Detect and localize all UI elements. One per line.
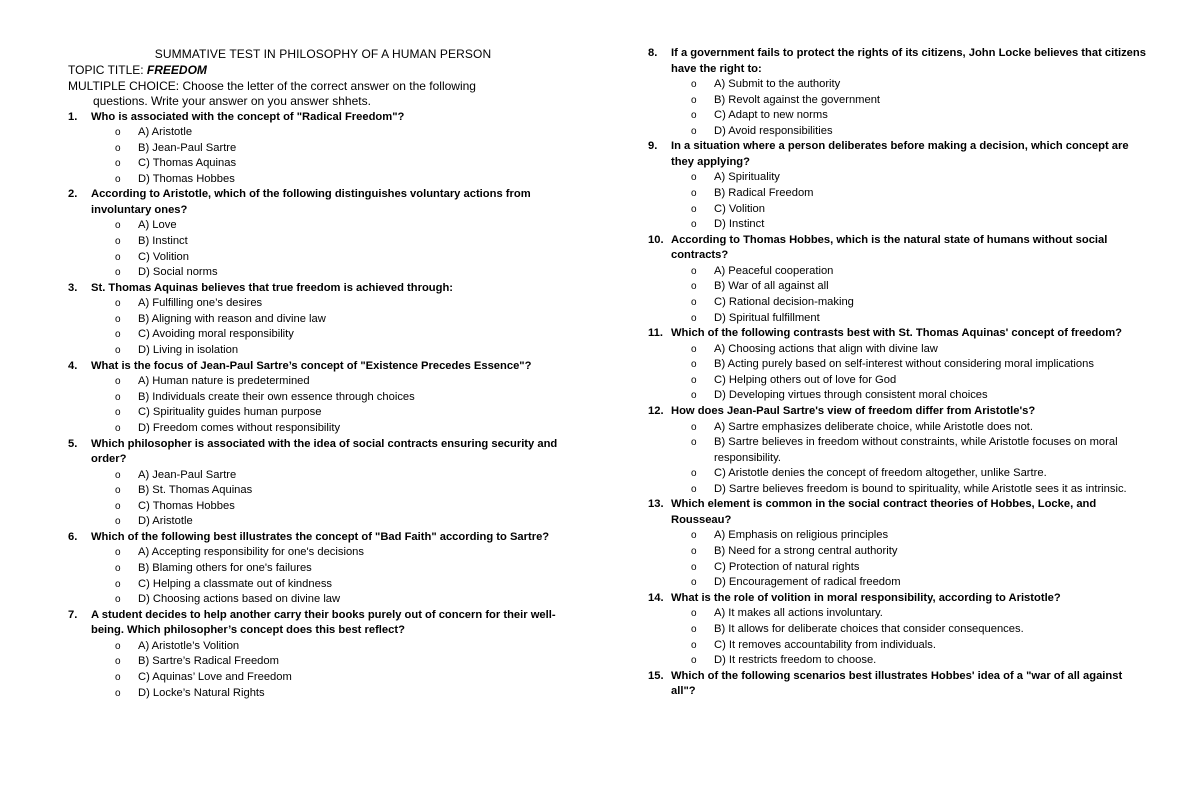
question-number: 8.: [648, 47, 658, 59]
bullet-icon: o: [691, 561, 697, 573]
answer-option: [648, 108, 1148, 124]
answer-option: [648, 622, 1148, 638]
answer-option: [68, 312, 578, 328]
bullet-icon: o: [691, 390, 697, 402]
question-number: 1.: [68, 110, 78, 123]
answer-option: [68, 561, 578, 577]
question-text: What is the focus of Jean-Paul Sartre’s concept of "Existence Precedes Essence"?: [91, 359, 532, 372]
question-number: 3.: [68, 281, 78, 294]
bullet-icon: o: [691, 655, 697, 667]
option-text: A) Choosing actions that align with divine law: [714, 342, 938, 355]
option-text: B) War of all against all: [714, 280, 829, 293]
option-text: C) Thomas Aquinas: [138, 157, 237, 170]
option-text: A) Spirituality: [714, 171, 780, 184]
question-stem: [648, 497, 1148, 528]
answer-option: [68, 327, 578, 343]
answer-option: [648, 482, 1148, 498]
option-text: B) Jean-Paul Sartre: [138, 141, 237, 154]
option-text: D) Encouragement of radical freedom: [714, 576, 901, 589]
option-text: C) Helping a classmate out of kindness: [138, 577, 333, 590]
bullet-icon: o: [115, 329, 121, 341]
bullet-icon: o: [691, 172, 697, 184]
bullet-icon: o: [691, 110, 697, 122]
bullet-icon: o: [115, 267, 121, 279]
option-text: C) Helping others out of love for God: [714, 373, 897, 386]
bullet-icon: o: [691, 203, 697, 215]
topic-label: TOPIC TITLE:: [68, 63, 147, 77]
bullet-icon: o: [115, 313, 121, 325]
question-12: [648, 404, 1148, 497]
question-number: 6.: [68, 530, 78, 543]
option-text: B) Sartre believes in freedom without constraints, while Aristotle focuses on moral responsibility.: [714, 436, 1118, 464]
question-text: A student decides to help another carry their books purely out of concern for their well-being. Which philosopher’s concept does this best reflect?: [91, 608, 556, 637]
question-stem: [648, 233, 1148, 264]
answer-option: [648, 279, 1148, 295]
question-2: [68, 187, 578, 280]
left-column: [68, 46, 578, 701]
answer-option: [648, 420, 1148, 436]
question-stem: [68, 608, 578, 639]
answer-option: [648, 264, 1148, 280]
question-8: [648, 46, 1148, 139]
answer-option: [648, 295, 1148, 311]
question-text: According to Aristotle, which of the following distinguishes voluntary actions from involuntary ones?: [91, 188, 531, 216]
bullet-icon: o: [691, 219, 697, 231]
question-text: Who is associated with the concept of "Radical Freedom"?: [91, 110, 405, 123]
answer-option: [648, 357, 1148, 373]
option-text: A) Human nature is predetermined: [138, 375, 310, 388]
option-text: C) It removes accountability from individuals.: [714, 638, 936, 651]
question-number: 5.: [68, 437, 78, 450]
option-text: B) Aligning with reason and divine law: [138, 312, 326, 325]
bullet-icon: o: [115, 656, 121, 668]
answer-option: [68, 468, 578, 484]
answer-option: [68, 234, 578, 250]
option-text: C) Aristotle denies the concept of freedom altogether, unlike Sartre.: [714, 467, 1047, 480]
bullet-icon: o: [115, 407, 121, 419]
option-text: D) Locke’s Natural Rights: [138, 686, 265, 699]
answer-option: [648, 373, 1148, 389]
option-text: B) St. Thomas Aquinas: [138, 484, 253, 497]
bullet-icon: o: [115, 345, 121, 357]
right-column: [648, 46, 1148, 700]
answer-option: [68, 421, 578, 437]
answer-option: [68, 156, 578, 172]
answer-option: [648, 170, 1148, 186]
answer-option: [68, 374, 578, 390]
answer-option: [648, 217, 1148, 233]
question-list-right: [648, 46, 1148, 700]
question-number: 13.: [648, 498, 664, 511]
answer-option: [68, 670, 578, 686]
option-text: B) It allows for deliberate choices that consider consequences.: [714, 622, 1024, 635]
question-4: [68, 359, 578, 437]
bullet-icon: o: [115, 562, 121, 574]
bullet-icon: o: [115, 687, 121, 699]
answer-option: [648, 466, 1148, 482]
option-text: B) Instinct: [138, 234, 188, 247]
question-text: How does Jean-Paul Sartre's view of freedom differ from Aristotle's?: [671, 405, 1036, 417]
answer-option: [68, 265, 578, 281]
bullet-icon: o: [691, 79, 697, 90]
answer-option: [648, 342, 1148, 358]
bullet-icon: o: [691, 468, 697, 480]
bullet-icon: o: [691, 577, 697, 589]
option-text: C) Adapt to new norms: [714, 109, 828, 122]
question-text: What is the role of volition in moral responsibility, according to Aristotle?: [671, 591, 1061, 604]
answer-option: [68, 483, 578, 499]
option-text: A) Love: [138, 219, 177, 232]
option-text: A) Fulfilling one’s desires: [138, 297, 263, 310]
option-text: D) Thomas Hobbes: [138, 172, 235, 185]
option-text: C) Aquinas’ Love and Freedom: [138, 670, 292, 683]
bullet-icon: o: [691, 281, 697, 293]
question-number: 2.: [68, 188, 78, 201]
bullet-icon: o: [115, 220, 121, 232]
option-text: D) Freedom comes without responsibility: [138, 421, 341, 434]
option-text: A) Accepting responsibility for one's decisions: [138, 546, 364, 559]
bullet-icon: o: [691, 483, 697, 495]
option-text: C) Avoiding moral responsibility: [138, 328, 294, 341]
question-13: [648, 497, 1148, 590]
question-number: 15.: [648, 669, 664, 682]
question-stem: [68, 110, 578, 126]
answer-option: [68, 639, 578, 655]
instructions-line-2: questions. Write your answer on you answer shhets.: [93, 94, 371, 108]
bullet-icon: o: [691, 125, 697, 137]
question-stem: [648, 326, 1148, 342]
question-stem: [68, 281, 578, 297]
answer-option: [68, 545, 578, 561]
answer-option: [68, 390, 578, 406]
bullet-icon: o: [115, 142, 121, 154]
option-text: C) Spirituality guides human purpose: [138, 406, 322, 419]
option-text: C) Volition: [138, 250, 189, 263]
bullet-icon: o: [115, 500, 121, 512]
bullet-icon: o: [691, 312, 697, 324]
answer-option: [648, 388, 1148, 404]
option-text: B) Acting purely based on self-interest without considering moral implications: [714, 358, 1094, 371]
answer-option: [648, 575, 1148, 591]
bullet-icon: o: [115, 547, 121, 559]
answer-option: [68, 343, 578, 359]
answer-option: [648, 124, 1148, 140]
question-stem: [648, 139, 1148, 170]
answer-option: [68, 250, 578, 266]
bullet-icon: o: [115, 376, 121, 388]
question-list-left: [68, 110, 578, 702]
option-text: A) Submit to the authority: [714, 78, 841, 90]
bullet-icon: o: [115, 578, 121, 590]
bullet-icon: o: [115, 158, 121, 170]
bullet-icon: o: [115, 127, 121, 138]
option-text: A) Peaceful cooperation: [714, 264, 834, 277]
option-text: D) Choosing actions based on divine law: [138, 593, 341, 606]
answer-option: [68, 125, 578, 141]
answer-option: [68, 296, 578, 312]
option-text: B) Revolt against the government: [714, 93, 881, 106]
option-text: D) Sartre believes freedom is bound to spirituality, while Aristotle sees it as intrinsic.: [714, 482, 1127, 495]
question-text: Which element is common in the social contract theories of Hobbes, Locke, and Rousseau?: [671, 498, 1097, 526]
question-9: [648, 139, 1148, 232]
question-number: 12.: [648, 405, 664, 417]
question-1: [68, 110, 578, 188]
option-text: A) It makes all actions involuntary.: [714, 607, 883, 620]
answer-option: [68, 577, 578, 593]
question-number: 9.: [648, 140, 658, 153]
option-text: D) Avoid responsibilities: [714, 124, 833, 137]
bullet-icon: o: [691, 546, 697, 558]
instructions-line-1: MULTIPLE CHOICE: Choose the letter of the correct answer on the following: [68, 78, 476, 93]
bullet-icon: o: [115, 298, 121, 310]
bullet-icon: o: [691, 296, 697, 308]
answer-option: [68, 499, 578, 515]
question-11: [648, 326, 1148, 404]
answer-option: [648, 202, 1148, 218]
bullet-icon: o: [115, 235, 121, 247]
question-number: 10.: [648, 233, 664, 246]
bullet-icon: o: [691, 639, 697, 651]
question-text: If a government fails to protect the rights of its citizens, John Locke believes that citizens have the right to:: [671, 47, 1146, 75]
question-stem: [648, 591, 1148, 607]
option-text: D) Aristotle: [138, 515, 193, 528]
option-text: B) Blaming others for one's failures: [138, 561, 312, 574]
answer-option: [68, 686, 578, 702]
question-stem: [68, 359, 578, 375]
answer-option: [648, 311, 1148, 327]
option-text: D) It restricts freedom to choose.: [714, 654, 877, 667]
page-title: SUMMATIVE TEST IN PHILOSOPHY OF A HUMAN PERSON: [154, 47, 492, 61]
bullet-icon: o: [115, 469, 121, 481]
answer-option: [648, 435, 1148, 466]
answer-option: [68, 592, 578, 608]
question-text: According to Thomas Hobbes, which is the natural state of humans without social contracts?: [671, 233, 1108, 262]
answer-option: [648, 77, 1148, 93]
option-text: B) Sartre’s Radical Freedom: [138, 655, 279, 668]
bullet-icon: o: [691, 374, 697, 386]
question-10: [648, 233, 1148, 326]
bullet-icon: o: [115, 485, 121, 497]
answer-option: [648, 528, 1148, 544]
bullet-icon: o: [691, 94, 697, 106]
option-text: C) Thomas Hobbes: [138, 499, 235, 512]
answer-option: [648, 93, 1148, 109]
question-5: [68, 437, 578, 530]
question-text: Which philosopher is associated with the idea of social contracts ensuring security and order?: [91, 437, 558, 465]
bullet-icon: o: [115, 640, 121, 652]
answer-option: [68, 654, 578, 670]
answer-option: [648, 560, 1148, 576]
question-stem: [68, 187, 578, 218]
question-number: 7.: [68, 608, 78, 621]
answer-option: [68, 405, 578, 421]
answer-option: [648, 186, 1148, 202]
question-6: [68, 530, 578, 608]
bullet-icon: o: [115, 391, 121, 403]
bullet-icon: o: [691, 187, 697, 199]
bullet-icon: o: [691, 421, 697, 433]
bullet-icon: o: [115, 671, 121, 683]
question-stem: [68, 437, 578, 468]
option-text: D) Spiritual fulfillment: [714, 311, 820, 324]
answer-option: [68, 218, 578, 234]
question-number: 14.: [648, 591, 664, 604]
option-text: C) Volition: [714, 202, 765, 215]
answer-option: [68, 141, 578, 157]
question-14: [648, 591, 1148, 669]
bullet-icon: o: [691, 530, 697, 542]
option-text: B) Individuals create their own essence through choices: [138, 390, 415, 403]
bullet-icon: o: [115, 516, 121, 528]
answer-option: [648, 606, 1148, 622]
option-text: B) Need for a strong central authority: [714, 545, 898, 558]
question-stem: [648, 46, 1148, 77]
bullet-icon: o: [115, 422, 121, 434]
question-stem: [68, 530, 578, 546]
question-number: 4.: [68, 359, 78, 372]
bullet-icon: o: [115, 594, 121, 606]
option-text: A) Emphasis on religious principles: [714, 529, 889, 542]
question-text: St. Thomas Aquinas believes that true freedom is achieved through:: [91, 281, 454, 294]
question-stem: [648, 669, 1148, 700]
question-text: Which of the following contrasts best with St. Thomas Aquinas' concept of freedom?: [671, 327, 1123, 340]
option-text: B) Radical Freedom: [714, 186, 814, 199]
option-text: A) Aristotle: [138, 126, 193, 138]
answer-option: [648, 653, 1148, 669]
bullet-icon: o: [691, 608, 697, 620]
option-text: A) Sartre emphasizes deliberate choice, while Aristotle does not.: [714, 420, 1034, 433]
option-text: D) Living in isolation: [138, 344, 239, 357]
bullet-icon: o: [691, 343, 697, 355]
question-3: [68, 281, 578, 359]
question-text: Which of the following scenarios best illustrates Hobbes' idea of a "war of all against all"?: [671, 669, 1123, 698]
question-7: [68, 608, 578, 701]
answer-option: [648, 544, 1148, 560]
topic-title: FREEDOM: [146, 63, 207, 77]
answer-option: [68, 172, 578, 188]
answer-option: [68, 514, 578, 530]
topic-line: [68, 63, 578, 79]
bullet-icon: o: [691, 437, 697, 449]
option-text: A) Aristotle’s Volition: [138, 639, 240, 652]
option-text: C) Rational decision-making: [714, 295, 854, 308]
question-text: Which of the following best illustrates the concept of "Bad Faith" according to Sartre?: [91, 530, 550, 543]
question-15: [648, 669, 1148, 700]
bullet-icon: o: [115, 173, 121, 185]
bullet-icon: o: [691, 359, 697, 371]
option-text: D) Developing virtues through consistent moral choices: [714, 389, 988, 402]
question-number: 11.: [648, 327, 663, 340]
bullet-icon: o: [691, 265, 697, 277]
option-text: A) Jean-Paul Sartre: [138, 468, 237, 481]
option-text: D) Instinct: [714, 218, 765, 231]
question-stem: [648, 404, 1148, 420]
option-text: C) Protection of natural rights: [714, 560, 860, 573]
bullet-icon: o: [691, 623, 697, 635]
answer-option: [648, 638, 1148, 654]
option-text: D) Social norms: [138, 266, 218, 279]
question-text: In a situation where a person deliberates before making a decision, which concept are they applying?: [671, 140, 1129, 168]
bullet-icon: o: [115, 251, 121, 263]
